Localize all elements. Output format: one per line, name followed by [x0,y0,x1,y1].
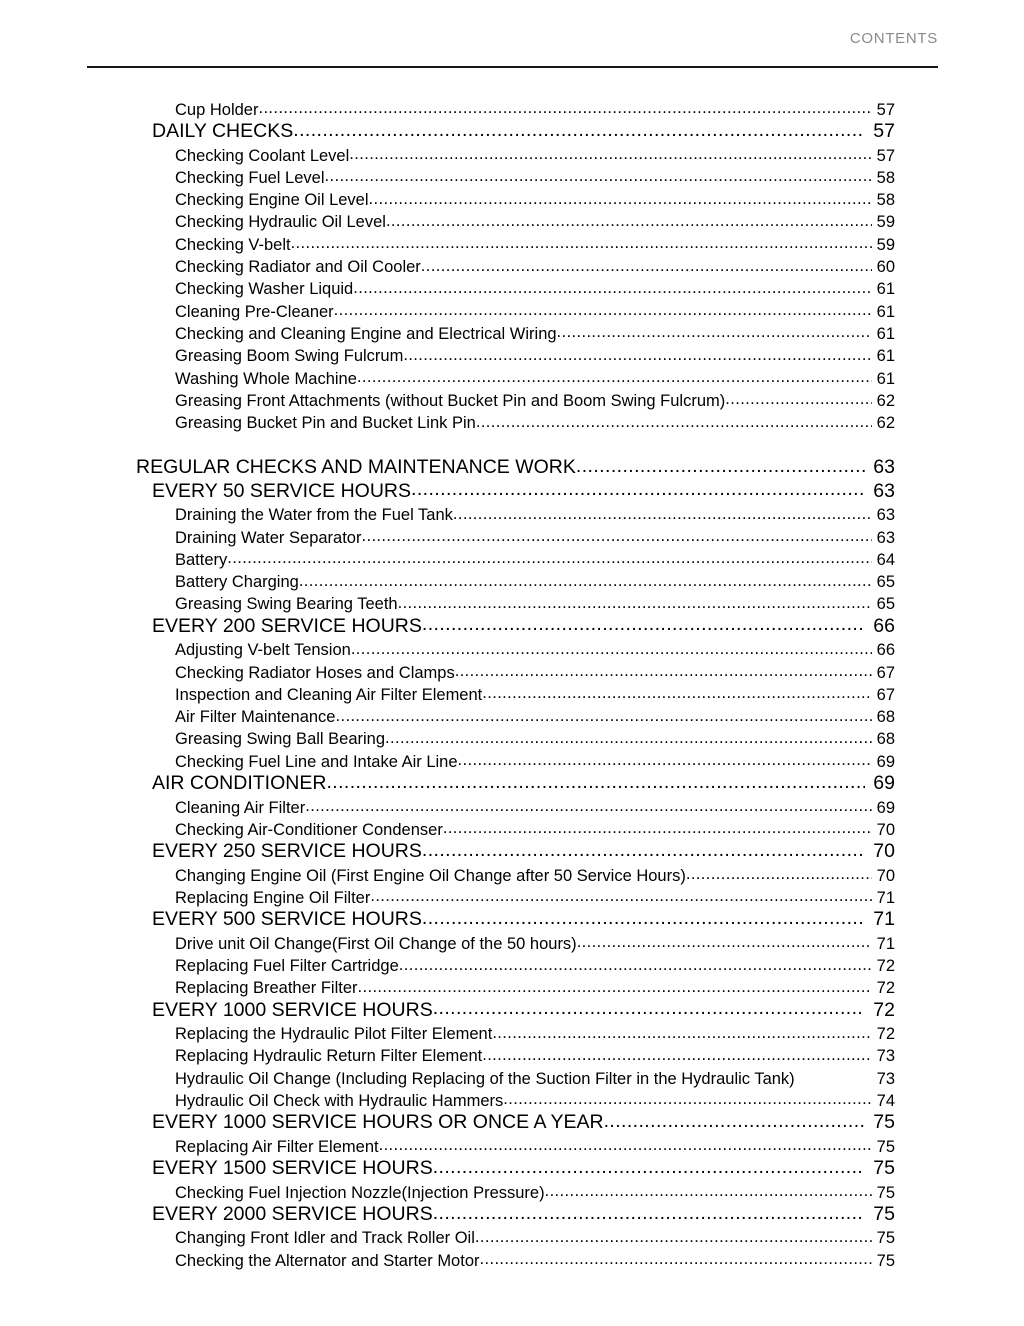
toc-entry-title: Checking the Alternator and Starter Motor [175,1251,480,1270]
toc-entry-page-number: 69 [876,752,895,771]
toc-leader-dots [475,1231,872,1247]
toc-entry-page-number: 73 [876,1069,895,1088]
toc-entry-page-number: 71 [876,888,895,907]
header-label: CONTENTS [849,30,938,47]
toc-leader-dots [480,1253,873,1269]
toc-entry-title: EVERY 1000 SERVICE HOURS OR ONCE A YEAR [152,1111,604,1134]
toc-entry[interactable] [0,96,1024,118]
toc-entry-title: Hydraulic Oil Change (Including Replacing of the Suction Filter in the Hydraulic Tank) [175,1069,795,1088]
toc-entry-page-number: 66 [876,641,895,660]
toc-leader-dots [725,393,872,409]
toc-entry[interactable] [0,997,1024,1021]
toc-entry-page-number: 75 [876,1137,895,1156]
toc-entry-page-number: 75 [876,1251,895,1270]
toc-entry[interactable] [0,1109,1024,1133]
toc-entry[interactable] [0,1133,1024,1155]
toc-entry-title: Washing Whole Machine [175,369,357,388]
toc-leader-dots [299,575,872,591]
toc-leader-dots [443,822,872,838]
toc-entry-page-number: 68 [876,730,895,749]
toc-entry-title: Draining the Water from the Fuel Tank [175,506,453,525]
toc-entry-title: Greasing Boom Swing Fulcrum [175,347,404,366]
toc-entry[interactable] [0,1043,1024,1065]
toc-leader-dots [291,237,872,253]
toc-entry-title: EVERY 2000 SERVICE HOURS [152,1203,433,1226]
toc-entry[interactable] [0,770,1024,794]
toc-entry-title: Air Filter Maintenance [175,708,336,727]
toc-entry-title: Checking V-belt [175,235,291,254]
toc-leader-dots [433,1004,865,1020]
toc-leader-dots [334,304,872,320]
toc-leader-dots [398,597,872,613]
toc-entry-page-number: 65 [876,595,895,614]
toc-entry[interactable] [0,703,1024,725]
toc-entry-page-number: 69 [876,798,895,817]
toc-entry[interactable] [0,501,1024,523]
toc-entry[interactable] [0,1225,1024,1247]
toc-entry-page-number: 63 [873,456,895,479]
toc-entry-title: EVERY 250 SERVICE HOURS [152,840,422,863]
toc-entry-title: EVERY 1500 SERVICE HOURS [152,1157,433,1180]
toc-entry-page-number: 75 [873,1111,895,1134]
toc-entry-page-number: 72 [876,1025,895,1044]
toc-entry-page-number: 62 [876,414,895,433]
toc-entry[interactable] [0,1020,1024,1042]
toc-entry[interactable] [0,1247,1024,1269]
toc-entry[interactable] [0,209,1024,231]
toc-entry-title: Replacing Breather Filter [175,979,358,998]
toc-entry[interactable] [0,365,1024,387]
toc-entry[interactable] [0,276,1024,298]
toc-leader-dots [482,687,872,703]
toc-entry[interactable] [0,1201,1024,1225]
table-of-contents [0,96,1024,1269]
toc-entry-title: Draining Water Separator [175,528,362,547]
toc-entry-page-number: 62 [876,391,895,410]
toc-entry-page-number: 75 [873,1157,895,1180]
toc-leader-dots [293,126,865,142]
toc-entry-page-number: 63 [876,528,895,547]
toc-leader-dots [455,665,872,681]
toc-entry-title: Cleaning Pre-Cleaner [175,302,334,321]
toc-entry-page-number: 72 [876,957,895,975]
toc-leader-dots [458,754,872,770]
toc-entry-title: Greasing Swing Ball Bearing [175,730,386,749]
toc-entry-page-number: 73 [876,1047,895,1066]
toc-entry-title: Replacing Fuel Filter Cartridge [175,957,399,975]
toc-entry-title: Greasing Swing Bearing Teeth [175,595,398,614]
toc-entry-page-number: 71 [876,934,895,953]
toc-entry-title: Greasing Bucket Pin and Bucket Link Pin [175,414,476,433]
toc-entry-title: Checking Washer Liquid [175,280,354,299]
toc-leader-dots [476,416,872,432]
toc-entry-page-number: 61 [876,302,895,321]
toc-entry[interactable] [0,164,1024,186]
toc-leader-dots [604,1117,865,1133]
toc-entry-page-number: 60 [876,258,895,277]
toc-leader-dots [370,890,872,906]
toc-entry[interactable] [0,478,1024,502]
toc-entry-title: EVERY 500 SERVICE HOURS [152,908,422,931]
toc-leader-dots [577,936,872,952]
toc-entry-title: Changing Engine Oil (First Engine Oil Change after 50 Service Hours) [175,866,686,885]
toc-entry-page-number: 59 [876,235,895,254]
toc-leader-dots [326,778,865,794]
toc-leader-dots [422,914,865,930]
toc-entry[interactable] [0,524,1024,546]
toc-entry-title: Greasing Front Attachments (without Bucket Pin and Boom Swing Fulcrum) [175,391,726,410]
toc-entry[interactable] [0,952,1024,974]
toc-entry-page-number: 59 [876,213,895,232]
toc-leader-dots [576,462,865,478]
toc-entry-title: Cleaning Air Filter [175,798,306,817]
toc-leader-dots [795,1071,872,1087]
toc-entry-page-number: 61 [876,324,895,343]
toc-entry[interactable] [0,409,1024,431]
toc-entry[interactable] [0,816,1024,838]
toc-entry-title: Drive unit Oil Change(First Oil Change of the 50 hours) [175,934,577,953]
toc-entry[interactable] [0,975,1024,997]
toc-entry[interactable] [0,231,1024,253]
toc-entry[interactable] [0,387,1024,409]
toc-entry-title: REGULAR CHECKS AND MAINTENANCE WORK [136,456,576,479]
toc-leader-dots [325,170,873,186]
toc-leader-dots [557,326,872,342]
toc-entry[interactable] [0,568,1024,590]
toc-entry[interactable] [0,142,1024,164]
toc-entry[interactable] [0,930,1024,952]
toc-entry-title: Inspection and Cleaning Air Filter Element [175,685,483,704]
toc-entry-title: Cup Holder [175,100,259,119]
toc-entry[interactable] [0,342,1024,364]
toc-leader-dots [492,1027,872,1043]
toc-entry-title: Replacing Engine Oil Filter [175,888,371,907]
toc-entry[interactable] [0,186,1024,208]
toc-leader-dots [433,1209,865,1225]
toc-entry[interactable] [0,681,1024,703]
toc-leader-dots [545,1185,872,1201]
toc-leader-dots [353,282,872,298]
toc-entry[interactable] [0,884,1024,906]
toc-entry-page-number: 66 [873,614,895,637]
toc-entry-page-number: 61 [876,347,895,366]
toc-leader-dots [258,102,872,118]
toc-entry[interactable] [0,659,1024,681]
toc-leader-dots [305,800,872,816]
toc-entry-page-number: 57 [876,100,895,119]
toc-entry-title: Replacing the Hydraulic Pilot Filter Element [175,1025,493,1044]
toc-entry-page-number: 70 [876,820,895,839]
toc-entry-page-number: 63 [876,506,895,525]
toc-entry-title: AIR CONDITIONER [152,772,327,795]
toc-entry-page-number: 70 [876,866,895,885]
toc-leader-dots [422,846,865,862]
toc-leader-dots [361,530,872,546]
toc-entry-title: Checking Hydraulic Oil Level [175,213,386,232]
toc-entry-title: Replacing Air Filter Element [175,1137,379,1156]
toc-entry-page-number: 70 [873,840,895,863]
toc-entry-title: Checking Coolant Level [175,146,350,165]
toc-entry[interactable] [0,794,1024,816]
toc-entry[interactable] [0,838,1024,862]
toc-entry-page-number: 71 [873,908,895,931]
toc-entry[interactable] [0,636,1024,658]
toc-entry[interactable] [0,591,1024,613]
toc-entry-title: Checking Air-Conditioner Condenser [175,820,443,839]
toc-entry-page-number: 72 [876,979,895,998]
toc-entry-title: Checking Engine Oil Level [175,191,369,210]
toc-leader-dots [686,868,872,884]
toc-entry[interactable] [0,862,1024,884]
toc-leader-dots [227,552,872,568]
toc-leader-dots [379,1139,872,1155]
toc-leader-dots [433,1163,865,1179]
toc-entry[interactable] [0,546,1024,568]
toc-entry-title: Adjusting V-belt Tension [175,641,351,660]
toc-leader-dots [411,485,865,501]
toc-entry-title: Battery Charging [175,573,299,592]
toc-entry-page-number: 64 [876,550,895,569]
toc-entry[interactable] [0,320,1024,342]
toc-leader-dots [335,710,872,726]
toc-entry[interactable] [0,253,1024,275]
toc-entry-page-number: 63 [873,479,895,502]
toc-leader-dots [503,1093,872,1109]
toc-leader-dots [421,260,872,276]
toc-entry-page-number: 74 [876,1091,895,1110]
toc-entry-page-number: 68 [876,708,895,727]
page-header [87,30,938,48]
toc-leader-dots [358,981,873,997]
toc-leader-dots [403,349,872,365]
toc-entry-page-number: 58 [876,168,895,187]
toc-leader-dots [369,193,872,209]
toc-leader-dots [351,643,872,659]
toc-entry-page-number: 58 [876,191,895,210]
header-divider [87,66,938,68]
toc-entry-page-number: 61 [876,280,895,299]
toc-entry-title: Replacing Hydraulic Return Filter Element [175,1047,483,1066]
toc-entry-page-number: 69 [873,772,895,795]
toc-entry-title: Checking Fuel Injection Nozzle(Injection Pressure) [175,1183,545,1202]
toc-entry[interactable] [0,118,1024,142]
toc-leader-dots [385,732,872,748]
toc-entry-title: Changing Front Idler and Track Roller Oil [175,1229,475,1248]
toc-entry[interactable] [0,1179,1024,1201]
toc-entry[interactable] [0,748,1024,770]
toc-leader-dots [453,508,872,524]
toc-entry[interactable] [0,1065,1024,1087]
toc-entry-page-number: 75 [873,1203,895,1226]
toc-entry[interactable] [0,1087,1024,1109]
toc-entry-title: EVERY 200 SERVICE HOURS [152,614,422,637]
toc-leader-dots [349,148,872,164]
toc-entry-page-number: 57 [873,120,895,143]
toc-entry-title: Hydraulic Oil Check with Hydraulic Hammers [175,1091,504,1110]
toc-entry-title: EVERY 50 SERVICE HOURS [152,479,412,502]
toc-entry[interactable] [0,454,1024,478]
toc-entry[interactable] [0,298,1024,320]
toc-entry-title: Checking Radiator Hoses and Clamps [175,663,455,682]
toc-entry-page-number: 75 [876,1229,895,1248]
toc-entry-page-number: 67 [876,663,895,682]
toc-leader-dots [422,620,865,636]
toc-leader-dots [482,1049,872,1065]
toc-entry-page-number: 57 [876,146,895,165]
toc-leader-dots [357,371,872,387]
toc-entry-title: Checking Fuel Line and Intake Air Line [175,752,458,771]
toc-entry-title: Checking Fuel Level [175,168,325,187]
toc-entry[interactable] [0,613,1024,637]
toc-entry-page-number: 72 [873,998,895,1021]
toc-entry-title: EVERY 1000 SERVICE HOURS [152,998,433,1021]
toc-leader-dots [399,959,872,975]
toc-entry-page-number: 75 [876,1183,895,1202]
toc-entry-page-number: 67 [876,685,895,704]
toc-entry-title: DAILY CHECKS [152,120,294,143]
toc-leader-dots [386,215,872,231]
toc-entry-page-number: 65 [876,573,895,592]
toc-entry-title: Checking and Cleaning Engine and Electrical Wiring [175,324,557,343]
toc-entry-page-number: 61 [876,369,895,388]
toc-entry[interactable] [0,1155,1024,1179]
toc-entry[interactable] [0,906,1024,930]
toc-entry-title: Battery [175,550,228,569]
toc-entry[interactable] [0,726,1024,748]
toc-entry-title: Checking Radiator and Oil Cooler [175,258,421,277]
